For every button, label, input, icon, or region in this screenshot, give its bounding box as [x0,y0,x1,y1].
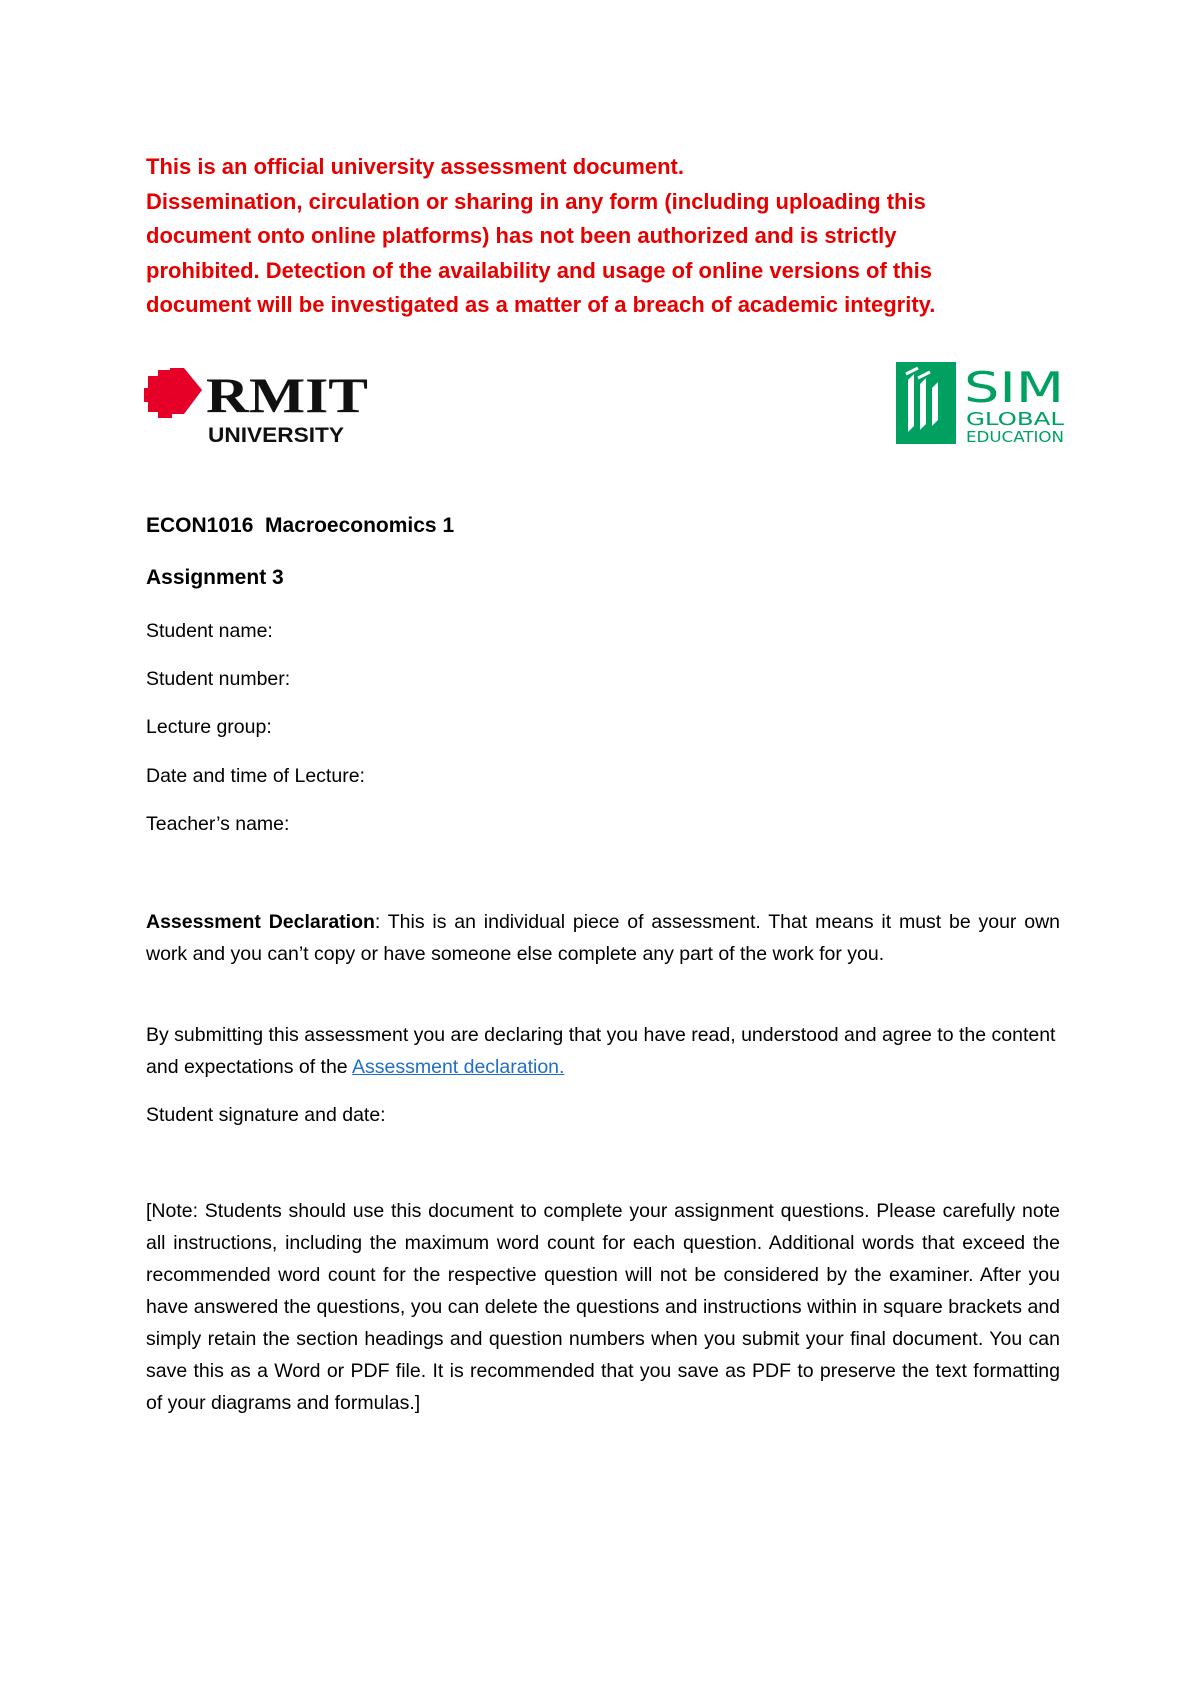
submission-statement [146,1019,1060,1083]
warning-line: document onto online platforms) has not been authorized and is strictly [146,223,897,249]
declaration-text: : This is an individual piece of assessment. That means it must be your own work and you can’t copy or have someone else complete any part of the work for you. [146,911,1060,965]
declaration-label: Assessment Declaration [146,911,375,933]
sim-wordmark: SIM [964,363,1064,412]
sim-global-text: GLOBAL [966,409,1064,430]
rmit-university-logo [144,362,374,446]
warning-line: Dissemination, circulation or sharing in any form (including uploading this [146,188,926,214]
signature-line: Student signature and date: [146,1104,386,1126]
rmit-subtitle: UNIVERSITY [208,424,344,446]
integrity-warning [146,150,1066,323]
field-lecture-group: Lecture group: [146,716,272,738]
warning-line: prohibited. Detection of the availability and usage of online versions of this [146,257,932,283]
sim-global-education-logo [896,358,1068,448]
assessment-declaration [146,906,1060,970]
assessment-declaration-link[interactable]: Assessment declaration. [352,1056,565,1078]
field-student-name: Student name: [146,620,273,642]
field-student-number: Student number: [146,668,291,690]
course-title: ECON1016 Macroeconomics 1 [146,514,455,537]
field-lecture-datetime: Date and time of Lecture: [146,765,365,787]
sim-emblem-icon [896,362,956,444]
warning-line: This is an official university assessment document. [146,154,684,179]
rmit-pennant-icon [144,368,202,418]
warning-line: document will be investigated as a matter of a breach of academic integrity. [146,292,936,318]
sim-education-text: EDUCATION [966,428,1064,446]
rmit-wordmark: RMIT [206,367,368,423]
submission-text: By submitting this assessment you are declaring that you have read, understood and agree to the content and expectations of the [146,1024,1056,1078]
assignment-title: Assignment 3 [146,566,284,589]
instructions-note: [Note: Students should use this document to complete your assignment questions. Please carefully note all instructions, including the maximum word count for each question. Additional words that exceed the recommended word count for the respective question will not be considered by the examiner. After you have answered the questions, you can delete the questions and instructions within in square brackets and simply retain the section headings and question numbers when you submit your final document. You can save this as a Word or PDF file. It is recommended that you save as PDF to preserve the text formatting of your diagrams and formulas.] [146,1200,1060,1414]
field-teacher-name: Teacher’s name: [146,813,290,835]
